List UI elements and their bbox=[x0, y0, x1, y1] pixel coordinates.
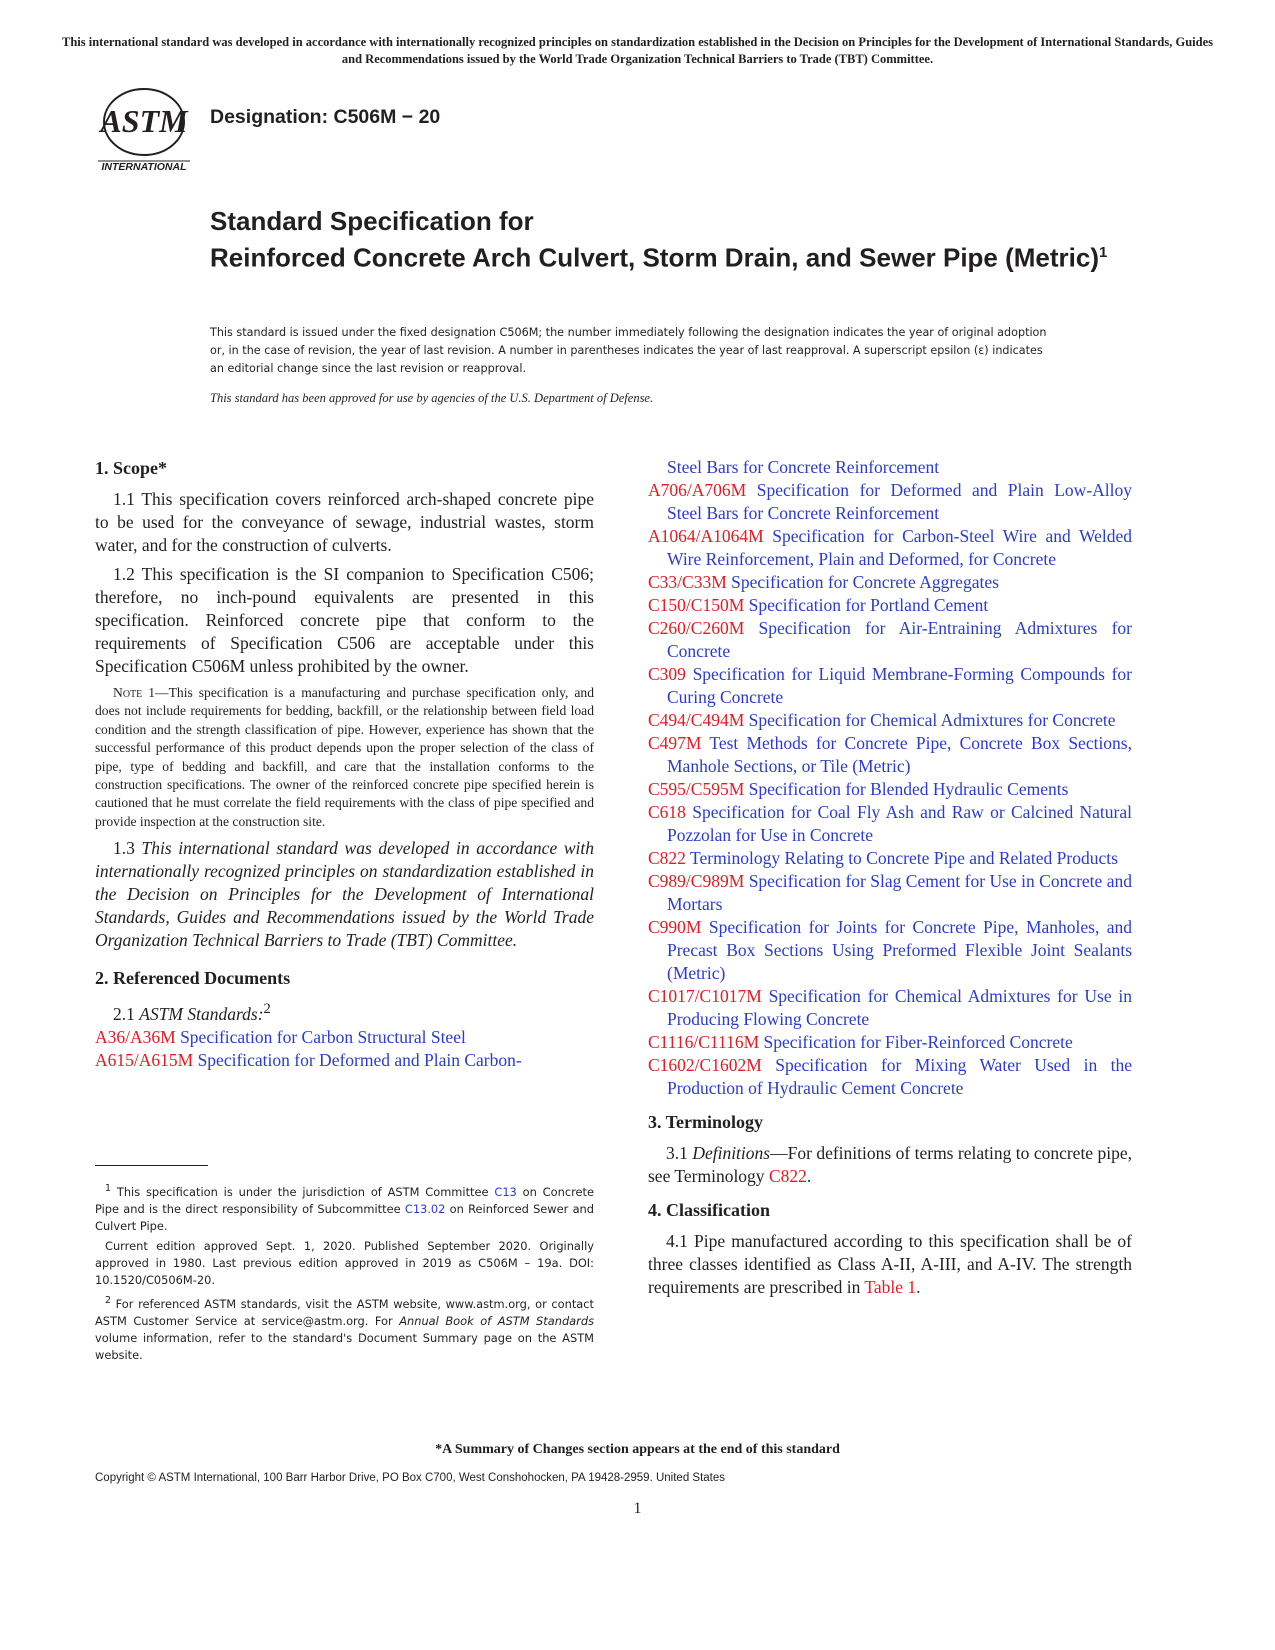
reference-title-link[interactable]: Specification for Concrete Aggregates bbox=[731, 572, 999, 592]
reference-code-link[interactable]: A615/A615M bbox=[95, 1050, 194, 1071]
astm-logo-icon bbox=[94, 86, 194, 174]
reference-item bbox=[648, 1054, 1132, 1100]
reference-code-link[interactable]: C1602/C1602M bbox=[648, 1055, 762, 1075]
reference-code-link[interactable]: C494/C494M bbox=[648, 710, 745, 730]
reference-title-link[interactable]: Terminology Relating to Concrete Pipe and Related Products bbox=[690, 848, 1118, 868]
reference-code-link[interactable]: C990M bbox=[648, 917, 702, 937]
astm-standards-label: 2.1 ASTM Standards:$^2$ bbox=[113, 1001, 271, 1025]
reference-title-link[interactable]: Specification for Coal Fly Ash and Raw or Calcined Natural Pozzolan for Use in Concrete bbox=[667, 802, 1132, 845]
scope-1-3: 1.3 This international standard was developed in accordance with internationally recognized principles on standardization established in the Decision on Principles for the Development of International Standards, Guides and Recommendations issued by the World Trade Organization Technical Barriers to Trade (TBT) Committee. bbox=[95, 838, 595, 951]
footnotes bbox=[95, 1180, 594, 1367]
reference-code-link[interactable]: C595/C595M bbox=[648, 779, 745, 799]
top-notice: This international standard was developed in accordance with internationally recognized principles on standardization established in the Decision on Principles for the Development of International Standards, Guides and Recommendations issued by the World Trade Organization Technical Barriers to Trade (TBT) Committee. bbox=[62, 35, 1213, 66]
reference-item bbox=[648, 1031, 1132, 1054]
reference-item bbox=[648, 801, 1132, 847]
right-column bbox=[648, 456, 1132, 1305]
reference-title-link[interactable]: Specification for Carbon Structural Steel bbox=[180, 1027, 466, 1048]
document-title bbox=[210, 206, 1110, 274]
reference-title-link[interactable]: Specification for Liquid Membrane-Forming Compounds for Curing Concrete bbox=[667, 664, 1132, 707]
reference-title-link[interactable]: Specification for Deformed and Plain Low-Alloy Steel Bars for Concrete Reinforcement bbox=[667, 480, 1133, 523]
dod-approval: This standard has been approved for use by agencies of the U.S. Department of Defense. bbox=[210, 391, 654, 405]
reference-item bbox=[648, 617, 1132, 663]
reference-title-link[interactable]: Specification for Blended Hydraulic Cements bbox=[748, 779, 1069, 799]
reference-code-link[interactable]: A1064/A1064M bbox=[648, 526, 764, 546]
reference-item bbox=[648, 847, 1132, 870]
reference-title-link[interactable]: Specification for Fiber-Reinforced Concrete bbox=[763, 1032, 1073, 1052]
reference-item bbox=[648, 594, 1132, 617]
reference-item bbox=[648, 732, 1132, 778]
summary-of-changes-notice: *A Summary of Changes section appears at the end of this standard bbox=[435, 1442, 840, 1457]
classification-4-1: 4.1 Pipe manufactured according to this specification shall be of three classes identified as Class A-II, A-III, and A-IV. The strength requirements are prescribed in Table 1. bbox=[648, 1231, 1132, 1297]
reference-item bbox=[648, 916, 1132, 985]
right-reference-list bbox=[648, 479, 1132, 1100]
footnote-1: $^1$ This specification is under the jurisdiction of ASTM Committee C13 on Concrete Pipe and is the direct responsibility of Subcommittee C13.02 on Reinforced Sewer and Culvert Pipe. bbox=[95, 1183, 595, 1233]
reference-code-link[interactable]: C989/C989M bbox=[648, 871, 745, 891]
left-column bbox=[95, 456, 594, 1072]
reference-code-link[interactable]: C150/C150M bbox=[648, 595, 745, 615]
reference-title-link[interactable]: Specification for Chemical Admixtures for Concrete bbox=[748, 710, 1116, 730]
table-1-link[interactable]: Table 1 bbox=[864, 1277, 917, 1297]
footnote-rule bbox=[95, 1165, 208, 1166]
reference-code-link[interactable]: A706/A706M bbox=[648, 480, 747, 500]
c822-link[interactable]: C822 bbox=[768, 1166, 807, 1186]
page-number: 1 bbox=[633, 1500, 642, 1517]
reference-item bbox=[95, 1026, 594, 1049]
c13-link[interactable]: C13 bbox=[494, 1184, 517, 1199]
reference-code-link[interactable]: C1017/C1017M bbox=[648, 986, 762, 1006]
reference-code-link[interactable]: C260/C260M bbox=[648, 618, 745, 638]
reference-title-link[interactable]: Specification for Slag Cement for Use in Concrete and Mortars bbox=[667, 871, 1132, 914]
reference-code-link[interactable]: C1116/C1116M bbox=[648, 1032, 760, 1052]
reference-item bbox=[648, 525, 1132, 571]
issue-statement: This standard is issued under the fixed designation C506M; the number immediately following the designation indicates the year of original adoption or, in the case of revision, the year of last revision. A number in parentheses indicates the year of last reapproval. A superscript epsilon (ε) indicates an editorial change since the last revision or reapproval. bbox=[210, 326, 1047, 375]
reference-title-link[interactable]: Specification for Mixing Water Used in the Production of Hydraulic Cement Concrete bbox=[667, 1055, 1133, 1098]
copyright: Copyright © ASTM International, 100 Barr Harbor Drive, PO Box C700, West Conshohocken, PA 19428-2959. United States bbox=[95, 1472, 726, 1484]
c13-02-link[interactable]: C13.02 bbox=[404, 1201, 446, 1216]
left-reference-list bbox=[95, 1026, 594, 1072]
designation: Designation: C506M − 20 bbox=[210, 106, 441, 128]
reference-item bbox=[648, 870, 1132, 916]
reference-code-link[interactable]: C309 bbox=[648, 664, 686, 684]
svg-text:INTERNATIONAL: INTERNATIONAL bbox=[101, 161, 187, 173]
reference-title-link[interactable]: Specification for Air-Entraining Admixtures for Concrete bbox=[667, 618, 1133, 661]
title-footnote-mark: 1 bbox=[1099, 244, 1108, 261]
scope-heading: 1. Scope* bbox=[95, 458, 167, 478]
footnote-2: $^2$ For referenced ASTM standards, visit the ASTM website, www.astm.org, or contact ASTM Customer Service at service@astm.org. For Annual Book of ASTM Standards volume information, refer to the standard's Document Summary page on the ASTM website. bbox=[95, 1294, 594, 1362]
footnote-edition: Current edition approved Sept. 1, 2020. Published September 2020. Originally approved in 1980. Last previous edition approved in 2019 as C506M – 19a. DOI: 10.1520/C0506M-20. bbox=[95, 1238, 594, 1287]
terminology-heading: 3. Terminology bbox=[648, 1112, 764, 1132]
reference-item bbox=[648, 709, 1132, 732]
reference-code-link[interactable]: C33/C33M bbox=[648, 572, 727, 592]
reference-item bbox=[648, 985, 1132, 1031]
reference-item bbox=[648, 663, 1132, 709]
reference-item bbox=[95, 1049, 594, 1072]
reference-code-link[interactable]: C497M bbox=[648, 733, 702, 753]
reference-code-link[interactable]: C822 bbox=[648, 848, 686, 868]
scope-1-2: 1.2 This specification is the SI companion to Specification C506; therefore, no inch-pound equivalents are presented in this specification. Reinforced concrete pipe that conform to the requirements of Specification C506 are acceptable under this Specification C506M unless prohibited by the owner. bbox=[95, 564, 594, 676]
reference-item bbox=[648, 571, 1132, 594]
title-line1: Standard Specification for bbox=[210, 206, 534, 236]
reference-code-link[interactable]: A36/A36M bbox=[95, 1027, 176, 1048]
reference-continuation: Steel Bars for Concrete Reinforcement bbox=[667, 457, 940, 477]
reference-title-link[interactable]: Specification for Joints for Concrete Pipe, Manholes, and Precast Box Sections Using Preformed Flexible Joint Sealants (Metric) bbox=[667, 917, 1133, 983]
reference-title-link[interactable]: Specification for Carbon-Steel Wire and Welded Wire Reinforcement, Plain and Deformed, for Concrete bbox=[667, 526, 1133, 569]
scope-1-1: 1.1 This specification covers reinforced arch-shaped concrete pipe to be used for the conveyance of sewage, industrial wastes, storm water, and for the construction of culverts. bbox=[95, 489, 594, 555]
terminology-3-1: 3.1 Definitions—For definitions of terms relating to concrete pipe, see Terminology C822. bbox=[648, 1143, 1133, 1186]
title-line2: Reinforced Concrete Arch Culvert, Storm Drain, and Sewer Pipe (Metric)$^1$ bbox=[210, 242, 1108, 273]
note-1: Note 1—This specification is a manufacturing and purchase specification only, and does not include requirements for bedding, backfill, or the relationship between field load condition and the strength classification of pipe. However, experience has shown that the successful performance of this product depends upon the proper selection of the class of pipe, type of bedding and backfill, and care that the installation conforms to the construction specifications. The owner of the reinforced concrete pipe specified herein is cautioned that he must correlate the field requirements with the class of pipe specified and provide inspection at the construction site. bbox=[95, 685, 595, 829]
reference-title-link[interactable]: Specification for Portland Cement bbox=[748, 595, 989, 615]
reference-item bbox=[648, 778, 1132, 801]
astm-logo bbox=[94, 86, 194, 174]
reference-title-link[interactable]: Specification for Deformed and Plain Carbon- bbox=[197, 1050, 522, 1071]
reference-code-link[interactable]: C618 bbox=[648, 802, 686, 822]
reference-title-link[interactable]: Specification for Chemical Admixtures for Use in Producing Flowing Concrete bbox=[667, 986, 1132, 1029]
reference-item bbox=[648, 479, 1132, 525]
svg-text:ASTM: ASTM bbox=[100, 103, 188, 139]
classification-heading: 4. Classification bbox=[648, 1200, 771, 1220]
referenced-heading: 2. Referenced Documents bbox=[95, 968, 291, 989]
reference-title-link[interactable]: Test Methods for Concrete Pipe, Concrete Box Sections, Manhole Sections, or Tile (Metric) bbox=[667, 733, 1132, 776]
